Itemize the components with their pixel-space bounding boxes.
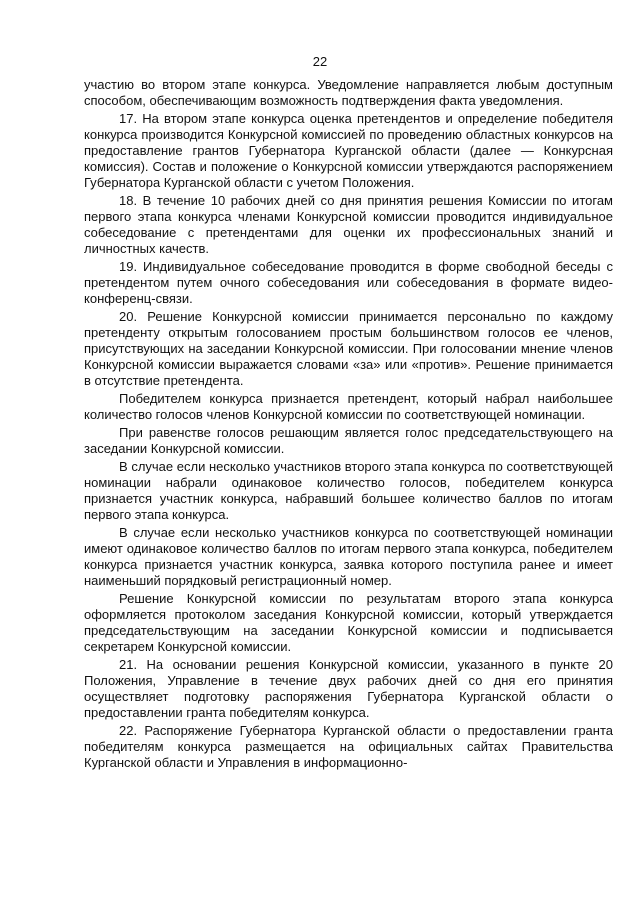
paragraph-item-21: 21. На основании решения Конкурсной комиссии, указанного в пункте 20 Положения, Управление в течение двух рабочих дней со дня его принятия осуществляет подготовку распоряжения Губернатора Курганской области о предоставлении гранта победителям конкурса. <box>84 657 613 720</box>
paragraph-continuation: участию во втором этапе конкурса. Уведомление направляется любым доступным способом, обеспечивающим возможность подтверждения факта уведомления. <box>84 77 613 108</box>
paragraph-item-17: 17. На втором этапе конкурса оценка претендентов и определение победителя конкурса производится Конкурсной комиссией по проведению областных конкурсов на предоставление грантов Губернатора Курганской области (далее — Конкурсная комиссия). Состав и положение о Конкурсной комиссии утверждаются распоряжением Губернатора Курганской области с учетом Положения. <box>84 111 613 190</box>
paragraph-item-20: 20. Решение Конкурсной комиссии принимается персонально по каждому претенденту открытым голосованием простым большинством голосов ее членов, присутствующих на заседании Конкурсной комиссии. При голосовании мнение членов Конкурсной комиссии выражается словами «за» или «против». Решение принимается в отсутствие претендента. <box>84 309 613 388</box>
document-body <box>84 77 613 771</box>
paragraph-item-22: 22. Распоряжение Губернатора Курганской области о предоставлении гранта победителям конкурса размещается на официальных сайтах Правительства Курганской области и Управления в информационно- <box>84 723 613 770</box>
paragraph-equal-votes: В случае если несколько участников второго этапа конкурса по соответствующей номинации набрали одинаковое количество голосов, победителем конкурса признается участник конкурса, набравший большее количество баллов по итогам первого этапа конкурса. <box>84 459 613 522</box>
page-number: 22 <box>312 54 328 69</box>
paragraph-item-19: 19. Индивидуальное собеседование проводится в форме свободной беседы с претендентом путем очного собеседования или собеседования в формате видео-конференц-связи. <box>84 259 613 306</box>
paragraph-equal-points: В случае если несколько участников конкурса по соответствующей номинации имеют одинаковое количество баллов по итогам первого этапа конкурса, победителем конкурса признается участник конкурса, заявка которого поступила ранее и имеет наименьший порядковый регистрационный номер. <box>84 525 613 588</box>
paragraph-item-18: 18. В течение 10 рабочих дней со дня принятия решения Комиссии по итогам первого этапа конкурса членами Конкурсной комиссии проводится индивидуальное собеседование с претендентами для оценки их профессиональных знаний и личностных качеств. <box>84 193 613 256</box>
paragraph-winner: Победителем конкурса признается претендент, который набрал наибольшее количество голосов членов Конкурсной комиссии по соответствующей номинации. <box>84 391 613 422</box>
paragraph-tie-vote: При равенстве голосов решающим является голос председательствующего на заседании Конкурсной комиссии. <box>84 425 613 456</box>
paragraph-protocol: Решение Конкурсной комиссии по результатам второго этапа конкурса оформляется протоколом заседания Конкурсной комиссии, который утверждается председательствующим на заседании Конкурсной комиссии и подписывается секретарем Конкурсной комиссии. <box>84 591 613 654</box>
